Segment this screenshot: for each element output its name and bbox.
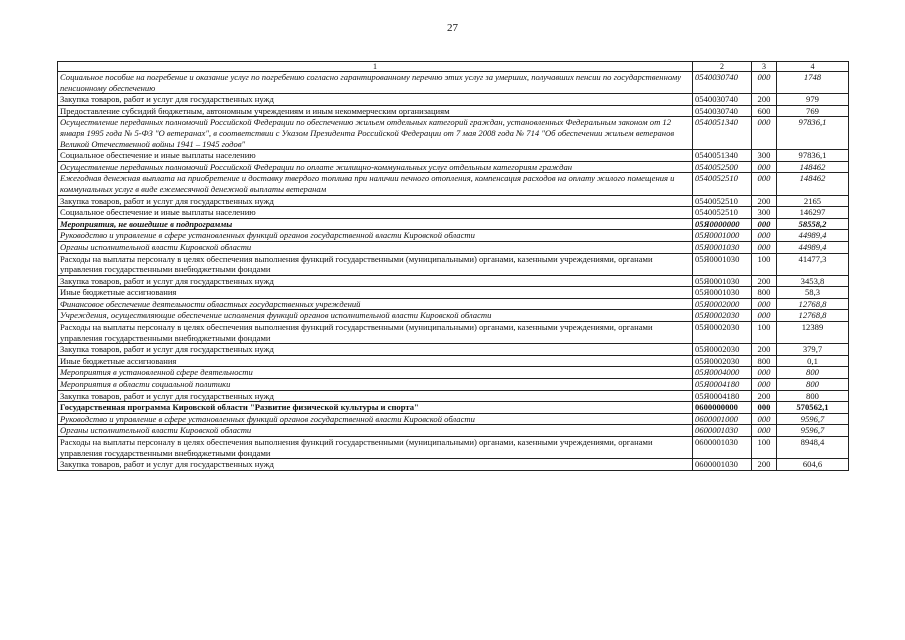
row-name-cell: Мероприятия в установленной сфере деятельности: [58, 367, 693, 379]
row-kvr-cell: 000: [752, 117, 777, 150]
row-amount-cell: 0,1: [777, 355, 849, 367]
table-row: [58, 344, 849, 356]
row-kvr-cell: 000: [752, 413, 777, 425]
row-code-cell: 0540051340: [693, 150, 752, 162]
row-code-cell: 0540052510: [693, 207, 752, 219]
row-kvr-cell: 000: [752, 367, 777, 379]
row-name-cell: Социальное обеспечение и иные выплаты населению: [58, 150, 693, 162]
row-amount-cell: 769: [777, 105, 849, 117]
table-row: [58, 402, 849, 414]
row-code-cell: 0540052510: [693, 195, 752, 207]
row-name-cell: Финансовое обеспечение деятельности областных государственных учреждений: [58, 298, 693, 310]
table-row: [58, 275, 849, 287]
table-row: [58, 161, 849, 173]
row-code-cell: 0540052510: [693, 173, 752, 195]
row-code-cell: 05Я0004180: [693, 379, 752, 391]
table-row: [58, 355, 849, 367]
row-name-cell: Руководство и управление в сфере установленных функций органов государственной власти Кировской области: [58, 230, 693, 242]
row-code-cell: 0540051340: [693, 117, 752, 150]
table-row: [58, 150, 849, 162]
row-kvr-cell: 000: [752, 161, 777, 173]
row-kvr-cell: 200: [752, 390, 777, 402]
row-code-cell: 05Я0001030: [693, 287, 752, 299]
row-name-cell: Осуществление переданных полномочий Российской Федерации по обеспечению жильем отдельных категорий граждан, установленных Федеральным законом от 12 января 1995 года № 5-ФЗ "О ветеранах", в соответствии с Указом Президента Российской Федерации от 7 мая 2008 года № 714 "Об обеспечении жильем ветеранов Великой Отечественной войны 1941 – 1945 годов": [58, 117, 693, 150]
row-name-cell: Ежегодная денежная выплата на приобретение и доставку твердого топлива при наличии печного отопления, компенсация расходов на оплату жилого помещения и коммунальных услуг в виде ежемесячной денежной выплаты ветеранам: [58, 173, 693, 195]
table-row: [58, 390, 849, 402]
row-name-cell: Закупка товаров, работ и услуг для государственных нужд: [58, 195, 693, 207]
table-row: [58, 437, 849, 459]
row-amount-cell: 58,3: [777, 287, 849, 299]
row-kvr-cell: 200: [752, 94, 777, 106]
row-amount-cell: 44989,4: [777, 241, 849, 253]
row-kvr-cell: 000: [752, 218, 777, 230]
row-amount-cell: 800: [777, 367, 849, 379]
row-name-cell: Закупка товаров, работ и услуг для государственных нужд: [58, 390, 693, 402]
row-code-cell: 0540030740: [693, 94, 752, 106]
row-kvr-cell: 000: [752, 241, 777, 253]
table-row: [58, 310, 849, 322]
row-kvr-cell: 200: [752, 459, 777, 471]
table-row: [58, 94, 849, 106]
row-code-cell: 05Я0001030: [693, 275, 752, 287]
table-row: [58, 287, 849, 299]
table-row: [58, 218, 849, 230]
header-cell-name: 1: [58, 62, 693, 72]
row-kvr-cell: 100: [752, 253, 777, 275]
row-amount-cell: 44989,4: [777, 230, 849, 242]
row-code-cell: 05Я0002030: [693, 310, 752, 322]
row-kvr-cell: 000: [752, 379, 777, 391]
row-name-cell: Расходы на выплаты персоналу в целях обеспечения выполнения функций государственными (муниципальными) органами, казенными учреждениями, органами управления государственными внебюджетными фондами: [58, 437, 693, 459]
row-code-cell: 05Я0004000: [693, 367, 752, 379]
row-name-cell: Закупка товаров, работ и услуг для государственных нужд: [58, 344, 693, 356]
row-kvr-cell: 000: [752, 402, 777, 414]
row-kvr-cell: 300: [752, 207, 777, 219]
row-code-cell: 05Я0001030: [693, 241, 752, 253]
table-row: [58, 425, 849, 437]
row-kvr-cell: 000: [752, 310, 777, 322]
table-row: [58, 367, 849, 379]
row-code-cell: 0540030740: [693, 72, 752, 94]
row-kvr-cell: 100: [752, 322, 777, 344]
row-code-cell: 05Я0002030: [693, 355, 752, 367]
table-row: [58, 322, 849, 344]
table-header-row: [58, 62, 849, 72]
table-row: [58, 195, 849, 207]
row-amount-cell: 800: [777, 379, 849, 391]
table-row: [58, 298, 849, 310]
table-row: [58, 230, 849, 242]
row-amount-cell: 58558,2: [777, 218, 849, 230]
row-kvr-cell: 800: [752, 355, 777, 367]
row-code-cell: 0600001030: [693, 437, 752, 459]
row-amount-cell: 146297: [777, 207, 849, 219]
row-kvr-cell: 800: [752, 287, 777, 299]
table-row: [58, 379, 849, 391]
row-name-cell: Учреждения, осуществляющие обеспечение исполнения функций органов исполнительной власти Кировской области: [58, 310, 693, 322]
header-cell-amount: 4: [777, 62, 849, 72]
row-code-cell: 0540030740: [693, 105, 752, 117]
table-row: [58, 253, 849, 275]
row-name-cell: Руководство и управление в сфере установленных функций органов государственной власти Кировской области: [58, 413, 693, 425]
budget-table: [57, 61, 849, 471]
row-amount-cell: 9596,7: [777, 425, 849, 437]
header-cell-kvr: 3: [752, 62, 777, 72]
row-code-cell: 05Я0002030: [693, 344, 752, 356]
row-amount-cell: 1748: [777, 72, 849, 94]
row-name-cell: Закупка товаров, работ и услуг для государственных нужд: [58, 459, 693, 471]
row-code-cell: 0600000000: [693, 402, 752, 414]
row-kvr-cell: 000: [752, 72, 777, 94]
row-amount-cell: 12768,8: [777, 310, 849, 322]
table-row: [58, 413, 849, 425]
row-code-cell: 05Я0001030: [693, 253, 752, 275]
row-name-cell: Органы исполнительной власти Кировской области: [58, 425, 693, 437]
row-amount-cell: 800: [777, 390, 849, 402]
row-name-cell: Социальное обеспечение и иные выплаты населению: [58, 207, 693, 219]
row-name-cell: Мероприятия, не вошедшие в подпрограммы: [58, 218, 693, 230]
row-amount-cell: 97836,1: [777, 150, 849, 162]
table-row: [58, 459, 849, 471]
row-amount-cell: 148462: [777, 173, 849, 195]
row-code-cell: 0600001000: [693, 413, 752, 425]
row-amount-cell: 604,6: [777, 459, 849, 471]
row-code-cell: 0600001030: [693, 459, 752, 471]
row-amount-cell: 12389: [777, 322, 849, 344]
row-kvr-cell: 200: [752, 275, 777, 287]
table-row: [58, 207, 849, 219]
row-name-cell: Государственная программа Кировской области "Развитие физической культуры и спорта": [58, 402, 693, 414]
row-name-cell: Расходы на выплаты персоналу в целях обеспечения выполнения функций государственными (муниципальными) органами, казенными учреждениями, органами управления государственными внебюджетными фондами: [58, 322, 693, 344]
budget-table-body: [58, 62, 849, 471]
row-name-cell: Осуществление переданных полномочий Российской Федерации по оплате жилищно-коммунальных услуг отдельным категориям граждан: [58, 161, 693, 173]
row-name-cell: Закупка товаров, работ и услуг для государственных нужд: [58, 94, 693, 106]
row-kvr-cell: 000: [752, 173, 777, 195]
row-amount-cell: 12768,8: [777, 298, 849, 310]
table-row: [58, 241, 849, 253]
table-row: [58, 117, 849, 150]
row-kvr-cell: 600: [752, 105, 777, 117]
row-kvr-cell: 200: [752, 344, 777, 356]
row-code-cell: 05Я0000000: [693, 218, 752, 230]
row-amount-cell: 41477,3: [777, 253, 849, 275]
row-name-cell: Закупка товаров, работ и услуг для государственных нужд: [58, 275, 693, 287]
row-kvr-cell: 000: [752, 298, 777, 310]
row-code-cell: 05Я0002030: [693, 322, 752, 344]
table-row: [58, 105, 849, 117]
row-kvr-cell: 100: [752, 437, 777, 459]
row-name-cell: Иные бюджетные ассигнования: [58, 355, 693, 367]
row-name-cell: Расходы на выплаты персоналу в целях обеспечения выполнения функций государственными (муниципальными) органами, казенными учреждениями, органами управления государственными внебюджетными фондами: [58, 253, 693, 275]
row-name-cell: Мероприятия в области социальной политики: [58, 379, 693, 391]
row-code-cell: 0600001030: [693, 425, 752, 437]
row-name-cell: Органы исполнительной власти Кировской области: [58, 241, 693, 253]
row-code-cell: 05Я0001000: [693, 230, 752, 242]
row-amount-cell: 9596,7: [777, 413, 849, 425]
row-kvr-cell: 000: [752, 425, 777, 437]
row-amount-cell: 3453,8: [777, 275, 849, 287]
row-code-cell: 0540052500: [693, 161, 752, 173]
row-amount-cell: 2165: [777, 195, 849, 207]
row-amount-cell: 97836,1: [777, 117, 849, 150]
row-amount-cell: 570562,1: [777, 402, 849, 414]
row-kvr-cell: 000: [752, 230, 777, 242]
row-amount-cell: 979: [777, 94, 849, 106]
table-row: [58, 173, 849, 195]
row-amount-cell: 8948,4: [777, 437, 849, 459]
row-name-cell: Иные бюджетные ассигнования: [58, 287, 693, 299]
row-kvr-cell: 200: [752, 195, 777, 207]
table-row: [58, 72, 849, 94]
row-kvr-cell: 300: [752, 150, 777, 162]
header-cell-code: 2: [693, 62, 752, 72]
row-amount-cell: 379,7: [777, 344, 849, 356]
row-amount-cell: 148462: [777, 161, 849, 173]
row-code-cell: 05Я0004180: [693, 390, 752, 402]
row-code-cell: 05Я0002000: [693, 298, 752, 310]
page-number: 27: [447, 22, 458, 34]
row-name-cell: Социальное пособие на погребение и оказание услуг по погребению согласно гарантированному перечню этих услуг за умерших, получавших пенсии по государственному пенсионному обеспечению: [58, 72, 693, 94]
row-name-cell: Предоставление субсидий бюджетным, автономным учреждениям и иным некоммерческим организациям: [58, 105, 693, 117]
